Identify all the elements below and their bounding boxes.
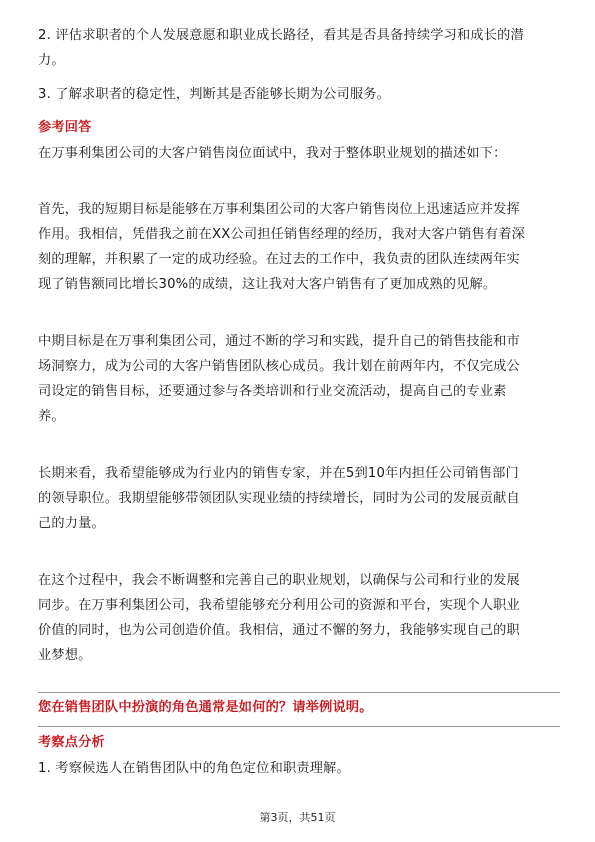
paragraph-line: 首先，我的短期目标是能够在万事利集团公司的大客户销售岗位上迅速适应并发挥 [38, 202, 520, 217]
paragraph-line: 业梦想。 [38, 648, 92, 663]
paragraph-line: 己的力量。 [38, 516, 105, 531]
paragraph-line: 同步。在万事利集团公司，我希望能够充分利用公司的资源和平台，实现个人职业 [38, 598, 520, 613]
paragraph-line: 价值的同时，也为公司创造价值。我相信，通过不懈的努力，我能够实现自己的职 [38, 623, 520, 638]
eval-point-line: 2. 评估求职者的个人发展意愿和职业成长路径，看其是否具备持续学习和成长的潜 [38, 28, 524, 43]
paragraph-line: 刻的理解，并积累了一定的成功经验。在过去的工作中，我负责的团队连续两年实 [38, 252, 520, 267]
question-heading: 您在销售团队中扮演的角色通常是如何的？请举例说明。 [38, 700, 373, 715]
intro-line: 在万事利集团公司的大客户销售岗位面试中，我对于整体职业规划的描述如下： [38, 146, 507, 161]
paragraph-line: 现了销售额同比增长30%的成绩，这让我对大客户销售有了更加成熟的见解。 [38, 277, 497, 292]
paragraph-line: 在这个过程中，我会不断调整和完善自己的职业规划，以确保与公司和行业的发展 [38, 573, 520, 588]
analysis-point-line: 1. 考察候选人在销售团队中的角色定位和职责理解。 [38, 761, 350, 776]
paragraph-line: 司设定的销售目标，还要通过参与各类培训和行业交流活动，提高自己的专业素 [38, 384, 507, 399]
eval-point-line: 3. 了解求职者的稳定性，判断其是否能够长期为公司服务。 [38, 87, 391, 102]
paragraph-line: 作用。我相信，凭借我之前在XX公司担任销售经理的经历，我对大客户销售有着深 [38, 227, 526, 242]
analysis-heading: 考察点分析 [38, 735, 105, 750]
reference-answer-heading: 参考回答 [38, 120, 92, 135]
section-divider [38, 726, 560, 727]
paragraph-line: 养。 [38, 409, 65, 424]
paragraph-line: 场洞察力，成为公司的大客户销售团队核心成员。我计划在前两年内，不仅完成公 [38, 359, 520, 374]
section-divider [38, 692, 560, 693]
eval-point-line: 力。 [38, 53, 65, 68]
paragraph-line: 长期来看，我希望能够成为行业内的销售专家，并在5到10年内担任公司销售部门 [38, 466, 519, 481]
page-number-footer: 第3页，共51页 [259, 811, 336, 824]
paragraph-line: 的领导职位。我期望能够带领团队实现业绩的持续增长，同时为公司的发展贡献自 [38, 491, 520, 506]
paragraph-line: 中期目标是在万事利集团公司，通过不断的学习和实践，提升自己的销售技能和市 [38, 334, 520, 349]
